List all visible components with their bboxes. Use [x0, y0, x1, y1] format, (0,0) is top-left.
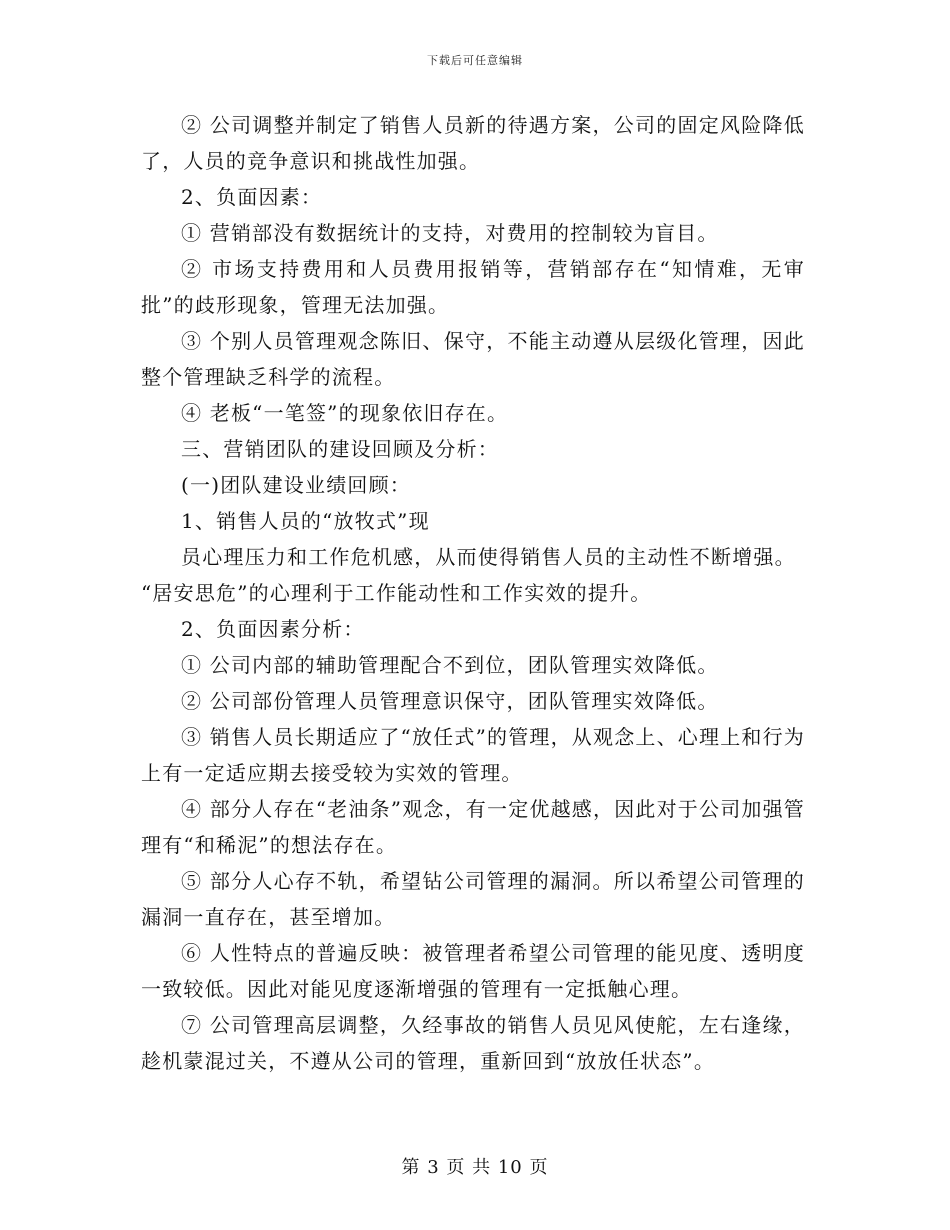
paragraph: ④ 老板“一笔签”的现象依旧存在。 [181, 401, 509, 425]
paragraph: ② 市场支持费用和人员费用报销等，营销部存在“知情难，无审批”的歧形现象，管理无法加强。 [141, 257, 805, 317]
subsection-heading: (一)团队建设业绩回顾： [181, 473, 412, 497]
paragraph: ③ 个别人员管理观念陈旧、保守，不能主动遵从层级化管理，因此整个管理缺乏科学的流程。 [141, 329, 805, 389]
paragraph: ② 公司调整并制定了销售人员新的待遇方案，公司的固定风险降低了，人员的竞争意识和挑战性加强。 [141, 113, 805, 173]
paragraph: ⑤ 部分人心存不轨，希望钻公司管理的漏洞。所以希望公司管理的漏洞一直存在，甚至增加。 [141, 869, 805, 929]
document-body [141, 107, 805, 1079]
paragraph: ② 公司部份管理人员管理意识保守，团队管理实效降低。 [181, 689, 719, 713]
paragraph: ① 营销部没有数据统计的支持，对费用的控制较为盲目。 [181, 221, 719, 245]
paragraph: ⑥ 人性特点的普遍反映：被管理者希望公司管理的能见度、透明度一致较低。因此对能见度逐渐增强的管理有一定抵触心理。 [141, 941, 805, 1001]
page-number: 第 3 页 共 10 页 [401, 1157, 549, 1178]
paragraph: “居安思危”的心理利于工作能动性和工作实效的提升。 [141, 581, 652, 605]
paragraph: 2、负面因素分析： [181, 617, 365, 641]
paragraph: ① 公司内部的辅助管理配合不到位，团队管理实效降低。 [181, 653, 719, 677]
paragraph: 员心理压力和工作危机感，从而使得销售人员的主动性不断增强。 [181, 545, 796, 569]
section-heading: 三、营销团队的建设回顾及分析： [181, 437, 499, 461]
page-header: 下载后可任意编辑 [427, 54, 523, 67]
paragraph: ⑦ 公司管理高层调整，久经事故的销售人员见风使舵，左右逢缘，趁机蒙混过关，不遵从公司的管理，重新回到“放放任状态”。 [141, 1013, 805, 1073]
paragraph: ④ 部分人存在“老油条”观念，有一定优越感，因此对于公司加强管理有“和稀泥”的想法存在。 [141, 797, 806, 857]
paragraph: 1、销售人员的“放牧式”现 [181, 509, 430, 533]
paragraph: ③ 销售人员长期适应了“放任式”的管理，从观念上、心理上和行为上有一定适应期去接受较为实效的管理。 [141, 725, 806, 785]
paragraph: 2、负面因素： [181, 185, 323, 209]
